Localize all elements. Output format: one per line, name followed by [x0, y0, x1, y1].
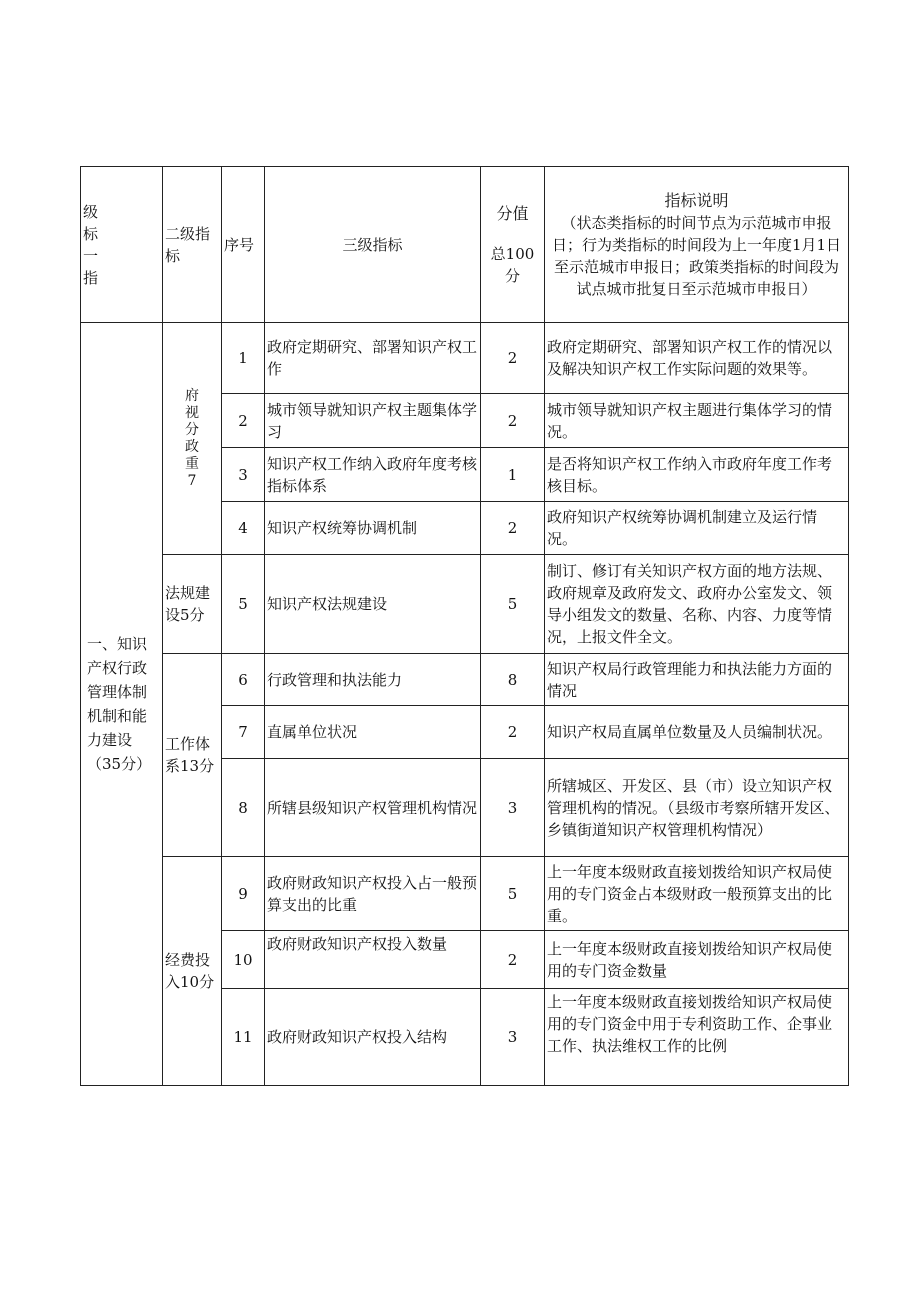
table-row [81, 555, 849, 654]
level2-group-cell [163, 323, 222, 555]
row-seq: 11 [222, 989, 265, 1086]
row-name: 政府财政知识产权投入占一般预算支出的比重 [265, 857, 481, 931]
row-name: 知识产权法规建设 [265, 555, 481, 654]
row-seq: 3 [222, 448, 265, 502]
row-seq: 8 [222, 759, 265, 857]
row-desc: 上一年度本级财政直接划拨给知识产权局使用的专门资金数量 [545, 931, 849, 989]
header-level1-text: 级标一指 [83, 202, 99, 287]
level1-group-cell [81, 323, 163, 1086]
header-level1 [81, 167, 163, 323]
header-desc [545, 167, 849, 323]
row-name: 政府定期研究、部署知识产权工作 [265, 323, 481, 394]
table-row [81, 654, 849, 706]
row-score: 8 [481, 654, 545, 706]
level1-group-text: 一、知识产权行政管理体制机制和能力建设（35分） [87, 635, 152, 773]
level2-group-cell: 经费投入10分 [163, 857, 222, 1086]
level2-group-cell: 法规建设5分 [163, 555, 222, 654]
level2-group-text: 府视分政重7 [185, 387, 199, 489]
header-score-total: 总100分 [490, 244, 535, 285]
row-score: 2 [481, 502, 545, 555]
table-row [81, 857, 849, 931]
row-score: 2 [481, 323, 545, 394]
header-level3: 三级指标 [265, 167, 481, 323]
row-seq: 2 [222, 394, 265, 448]
row-name: 政府财政知识产权投入结构 [265, 989, 481, 1086]
row-desc: 知识产权局行政管理能力和执法能力方面的情况 [545, 654, 849, 706]
row-score: 3 [481, 759, 545, 857]
row-score: 2 [481, 931, 545, 989]
row-name: 城市领导就知识产权主题集体学习 [265, 394, 481, 448]
level2-group-cell: 工作体系13分 [163, 654, 222, 857]
row-desc: 上一年度本级财政直接划拨给知识产权局使用的专门资金中用于专利资助工作、企事业工作、执法维权工作的比例 [545, 989, 849, 1086]
row-desc: 政府知识产权统筹协调机制建立及运行情况。 [545, 502, 849, 555]
row-name: 所辖县级知识产权管理机构情况 [265, 759, 481, 857]
row-seq: 4 [222, 502, 265, 555]
row-desc: 知识产权局直属单位数量及人员编制状况。 [545, 706, 849, 759]
row-score: 3 [481, 989, 545, 1086]
row-seq: 9 [222, 857, 265, 931]
row-seq: 6 [222, 654, 265, 706]
row-seq: 5 [222, 555, 265, 654]
row-name: 直属单位状况 [265, 706, 481, 759]
row-name: 知识产权统筹协调机制 [265, 502, 481, 555]
row-score: 1 [481, 448, 545, 502]
row-score: 2 [481, 394, 545, 448]
header-desc-title: 指标说明 [664, 190, 729, 210]
row-desc: 制订、修订有关知识产权方面的地方法规、政府规章及政府发文、政府办公室发文、领导小组发文的数量、名称、内容、力度等情况，上报文件全文。 [545, 555, 849, 654]
row-score: 5 [481, 857, 545, 931]
row-desc: 所辖城区、开发区、县（市）设立知识产权管理机构的情况。（县级市考察所辖开发区、乡镇街道知识产权管理机构情况） [545, 759, 849, 857]
table-row [81, 323, 849, 394]
header-row [81, 167, 849, 323]
row-name: 行政管理和执法能力 [265, 654, 481, 706]
indicator-table [80, 166, 849, 1086]
row-name: 知识产权工作纳入政府年度考核指标体系 [265, 448, 481, 502]
row-desc: 政府定期研究、部署知识产权工作的情况以及解决知识产权工作实际问题的效果等。 [545, 323, 849, 394]
row-name: 政府财政知识产权投入数量 [265, 931, 481, 989]
row-score: 2 [481, 706, 545, 759]
row-desc: 上一年度本级财政直接划拨给知识产权局使用的专门资金占本级财政一般预算支出的比重。 [545, 857, 849, 931]
row-score: 5 [481, 555, 545, 654]
header-seq: 序号 [222, 167, 265, 323]
row-desc: 城市领导就知识产权主题进行集体学习的情况。 [545, 394, 849, 448]
row-seq: 7 [222, 706, 265, 759]
header-score-title: 分值 [496, 203, 529, 223]
row-desc: 是否将知识产权工作纳入市政府年度工作考核目标。 [545, 448, 849, 502]
row-seq: 10 [222, 931, 265, 989]
row-seq: 1 [222, 323, 265, 394]
header-desc-note: （状态类指标的时间节点为示范城市申报日；行为类指标的时间段为上一年度1月1日至示范城市申报日；政策类指标的时间段为试点城市批复日至示范城市申报日） [551, 213, 842, 298]
header-level2: 二级指标 [163, 167, 222, 323]
header-score [481, 167, 545, 323]
